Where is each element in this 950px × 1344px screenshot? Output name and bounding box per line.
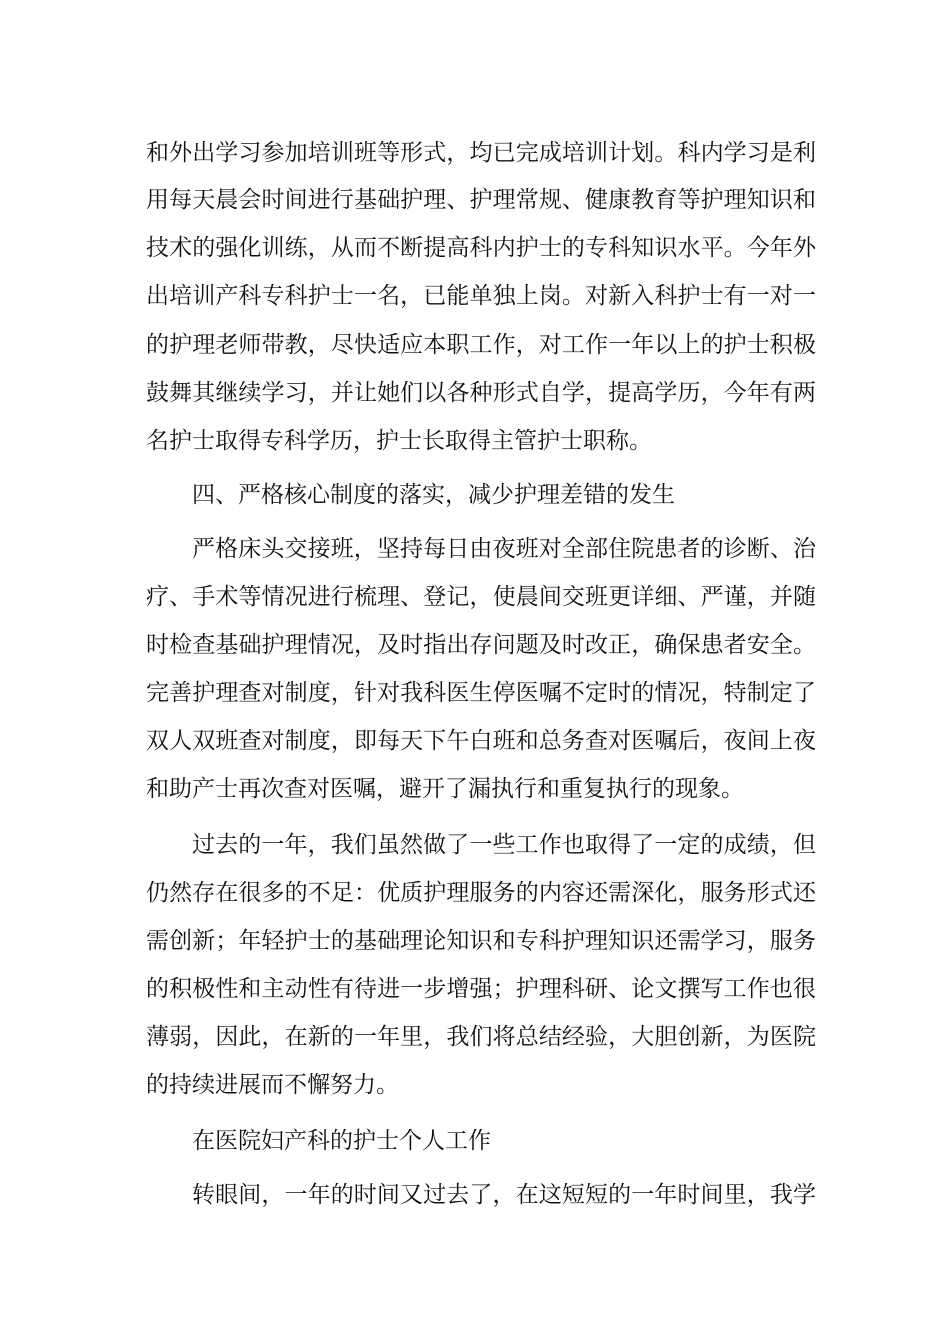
paragraph-line: 时检查基础护理情况，及时指出存问题及时改正，确保患者安全。	[146, 632, 816, 658]
paragraph-line: 技术的强化训练，从而不断提高科内护士的专科知识水平。今年外	[146, 235, 816, 261]
paragraph-line: 完善护理查对制度，针对我科医生停医嘱不定时的情况，特制定了	[146, 680, 816, 706]
paragraph-line: 和助产士再次查对医嘱，避开了漏执行和重复执行的现象。	[146, 776, 744, 802]
paragraph-line: 名护士取得专科学历，护士长取得主管护士职称。	[146, 428, 652, 454]
section-heading: 在医院妇产科的护士个人工作	[192, 1128, 491, 1154]
paragraph-line: 鼓舞其继续学习，并让她们以各种形式自学，提高学历，今年有两	[146, 380, 816, 406]
paragraph-line: 严格床头交接班，坚持每日由夜班对全部住院患者的诊断、治	[192, 536, 816, 562]
paragraph-line: 的积极性和主动性有待进一步增强；护理科研、论文撰写工作也很	[146, 976, 816, 1002]
paragraph-line: 的持续进展而不懈努力。	[146, 1072, 399, 1098]
paragraph-line: 需创新；年轻护士的基础理论知识和专科护理知识还需学习，服务	[146, 928, 816, 954]
paragraph-line: 的护理老师带教，尽快适应本职工作，对工作一年以上的护士积极	[146, 332, 816, 358]
paragraph-line: 双人双班查对制度，即每天下午白班和总务查对医嘱后，夜间上夜	[146, 728, 816, 754]
paragraph-line: 用每天晨会时间进行基础护理、护理常规、健康教育等护理知识和	[146, 187, 816, 213]
paragraph-line: 疗、手术等情况进行梳理、登记，使晨间交班更详细、严谨，并随	[146, 584, 816, 610]
paragraph-line: 仍然存在很多的不足：优质护理服务的内容还需深化，服务形式还	[146, 880, 816, 906]
paragraph-line: 过去的一年，我们虽然做了一些工作也取得了一定的成绩，但	[192, 832, 816, 858]
paragraph-line: 出培训产科专科护士一名，已能单独上岗。对新入科护士有一对一	[146, 283, 816, 309]
paragraph-line: 薄弱，因此，在新的一年里，我们将总结经验，大胆创新，为医院	[146, 1024, 816, 1050]
section-heading: 四、严格核心制度的落实，减少护理差错的发生	[192, 482, 675, 508]
paragraph-line: 和外出学习参加培训班等形式，均已完成培训计划。科内学习是利	[146, 140, 816, 166]
paragraph-line: 转眼间，一年的时间又过去了，在这短短的一年时间里，我学	[192, 1182, 816, 1208]
